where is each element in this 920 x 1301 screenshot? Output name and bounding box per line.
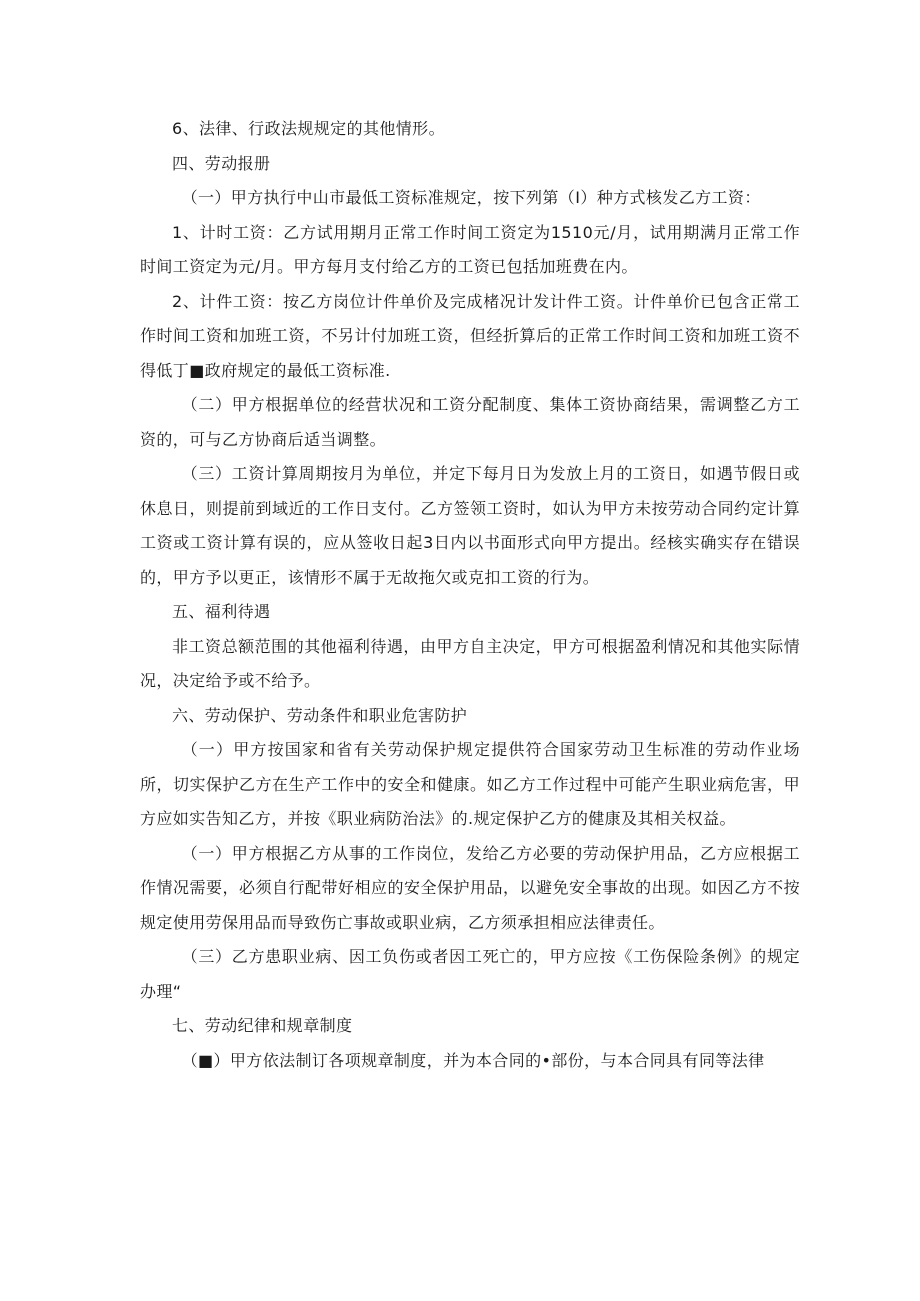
paragraph-item: 非工资总额范围的其他福利待遇，由甲方自主决定，甲方可根据盈利情况和其他实际情况，决定给予或不给予。 <box>140 636 800 690</box>
paragraph-item: 6、法律、行政法规规定的其他情形。 <box>172 119 445 138</box>
paragraph-item: 2、计件工资：按乙方岗位计件单价及完成楮况计发计件工资。计件单价已包含正常工作时间工资和加班工资，不另计付加班工资，但经折算后的正常工作时间工资和加班工资不得低丁■政府规定的最低工资标准. <box>140 291 800 380</box>
section-heading: 五、福利待遇 <box>172 602 271 621</box>
paragraph-clause: （一）甲方根据乙方从事的工作岗位，发给乙方必要的劳动保护用品，乙方应根据工作情况需要，必须自行配带好相应的安全保护用品，以避免安全事故的出现。如因乙方不按规定使用劳保用品而导致伤亡事故或职业病，乙方须承担相应法律责任。 <box>140 843 800 932</box>
section-heading: 七、劳动纪律和规章制度 <box>172 1016 353 1035</box>
paragraph-item: 1、计时工资：乙方试用期月正常工作时间工资定为1510元/月，试用期满月正常工作时间工资定为元/月。甲方每月支付给乙方的工资已包括加班费在内。 <box>140 222 800 276</box>
paragraph-clause: （■）甲方依法制订各项规章制度，并为本合同的•部份，与本合同具有同等法律 <box>181 1050 765 1070</box>
document-body <box>140 112 800 1078</box>
section-heading: 四、劳动报册 <box>172 153 271 173</box>
section-heading: 六、劳动保护、劳动条件和职业危害防护 <box>172 705 468 725</box>
paragraph-clause: （三）工资计算周期按月为单位，并定下每月日为发放上月的工资日，如遇节假日或休息日，则提前到域近的工作日支付。乙方签领工资时，如认为甲方未按劳动合同约定计算工资或工资计算有误的，应从签收日起3日内以书面形式向甲方提出。经核实确实存在错误的，甲方予以更正，该情形不属于无故拖欠或克扣工资的行为。 <box>140 464 800 587</box>
paragraph-clause: （二）甲方根据单位的经营状况和工资分配制度、集体工资协商结果，需调整乙方工资的，可与乙方协商后适当调整。 <box>140 395 800 449</box>
paragraph-clause: （一）甲方按国家和省有关劳动保护规定提供符合国家劳动卫生标准的劳动作业场所，切实保护乙方在生产工作中的安全和健康。如乙方工作过程中可能产生职业病危害，甲方应如实告知乙方，并按《职业病防治法》的.规定保护乙方的健康及其相关权益。 <box>140 740 800 828</box>
paragraph-clause: （一）甲方执行中山市最低工资标准规定，按下列第（I）种方式核发乙方工资： <box>181 188 761 207</box>
paragraph-clause: （三）乙方患职业病、因工负伤或者因工死亡的，甲方应按《工伤保险条例》的规定办理“ <box>140 947 800 1001</box>
